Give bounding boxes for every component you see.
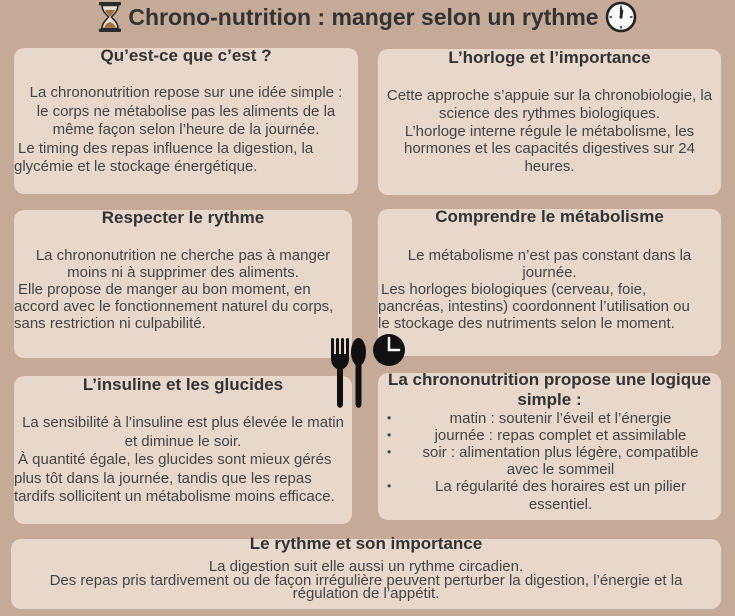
bullet-text xyxy=(400,478,721,512)
text-line: essentiel. xyxy=(528,495,593,513)
card-rhythm-importance xyxy=(11,534,721,609)
card-respect-rhythm xyxy=(14,210,352,358)
text-line: pancréas, intestins) coordonnent l’utilisation ou xyxy=(378,297,690,315)
text-line: Elle propose de manger au bon moment, en xyxy=(18,280,311,298)
paragraph xyxy=(14,247,352,281)
card-insulin-glucides xyxy=(14,376,352,524)
paragraph xyxy=(11,560,721,601)
card-body xyxy=(378,87,721,176)
hourglass-svg xyxy=(98,2,122,32)
list-item xyxy=(378,444,721,478)
text-line: hormones et les capacités digestives sur 24 xyxy=(404,140,695,158)
text-line: Cette approche s’appuie sur la chronobiologie, la xyxy=(386,87,713,104)
text-line: La régularité des horaires est un pilier xyxy=(435,478,686,496)
card-body xyxy=(14,414,352,507)
text-line: science des rythmes biologiques. xyxy=(439,104,660,122)
text-line: et diminue le soir. xyxy=(124,432,242,450)
clock-center xyxy=(619,15,622,18)
paragraph xyxy=(14,414,352,451)
card-body xyxy=(14,247,352,332)
fork-icon xyxy=(331,338,349,408)
hourglass-icon xyxy=(98,2,122,32)
page-title-row xyxy=(0,1,735,33)
text-line: journée. xyxy=(522,263,577,281)
bullet-text xyxy=(400,410,721,427)
clock-icon xyxy=(605,1,637,33)
card-what-is-it xyxy=(14,48,358,194)
paragraph xyxy=(14,281,352,332)
card-simple-logic xyxy=(378,370,721,520)
text-line: heures. xyxy=(524,158,575,176)
text-line: sans restriction ni culpabilité. xyxy=(14,314,206,332)
illustration-svg xyxy=(328,332,408,410)
bullet-marker: • xyxy=(387,410,392,425)
text-line: accord avec le fonctionnement naturel du corps, xyxy=(14,297,334,315)
text-line: Des repas pris tardivement ou de façon irrégulière peuvent perturber la digestion, l’énergie et la xyxy=(49,571,683,589)
text-line: La sensibilité à l’insuline est plus élevée le matin xyxy=(22,414,344,431)
text-line: La chrononutrition ne cherche pas à manger xyxy=(35,246,331,264)
card-body xyxy=(14,84,358,177)
text-line: Le timing des repas influence la digestion, la xyxy=(18,139,314,157)
card-clock-importance xyxy=(378,49,721,195)
text-line: La digestion suit elle aussi un rythme circadien. xyxy=(208,558,524,575)
page-title: Chrono-nutrition : manger selon un rythme xyxy=(128,4,599,30)
text-line: le corps ne métabolise pas les aliments de la xyxy=(36,102,336,120)
text-line: matin : soutenir l’éveil et l’énergie xyxy=(449,409,672,427)
card-title: La chrononutrition propose une logique simple : xyxy=(388,370,711,409)
card-title: Respecter le rythme xyxy=(101,208,265,227)
card-title: Qu’est-ce que c’est ? xyxy=(100,46,272,65)
paragraph xyxy=(14,451,352,507)
paragraph xyxy=(14,84,358,140)
card-understand-metabolism xyxy=(378,209,721,356)
bullet-marker: • xyxy=(387,427,392,442)
text-line: avec le sommeil xyxy=(506,461,615,479)
card-title: Le rythme et son importance xyxy=(249,534,483,553)
text-line: plus tôt dans la journée, tandis que les repas xyxy=(14,469,312,487)
bullet-list xyxy=(378,410,721,513)
text-line: À quantité égale, les glucides sont mieux gérés xyxy=(18,451,332,468)
paragraph xyxy=(14,140,358,177)
text-line: régulation de l’appétit. xyxy=(292,585,440,602)
paragraph xyxy=(378,87,721,123)
card-body xyxy=(378,247,721,332)
list-item xyxy=(378,478,721,512)
bullet-marker: • xyxy=(387,444,392,459)
clock-icon xyxy=(373,334,405,366)
paragraph xyxy=(378,123,721,176)
bullet-marker: • xyxy=(387,479,392,494)
text-line: le stockage des nutriments selon le moment. xyxy=(378,314,675,332)
card-title: L’horloge et l’importance xyxy=(448,48,651,67)
list-item xyxy=(378,427,721,444)
fork-handle xyxy=(331,354,349,408)
paragraph xyxy=(378,281,721,332)
text-line: La chrononutrition repose sur une idée simple : xyxy=(29,84,343,101)
spoon-handle xyxy=(356,360,362,408)
clock-svg xyxy=(605,1,637,33)
bullet-text xyxy=(400,427,721,444)
text-line: Les horloges biologiques (cerveau, foie, xyxy=(381,280,647,298)
text-line: glycémie et le stockage énergétique. xyxy=(14,158,258,175)
card-title: L’insuline et les glucides xyxy=(82,375,284,394)
text-line: Le métabolisme n’est pas constant dans la xyxy=(407,246,692,264)
list-item xyxy=(378,410,721,427)
text-line: même façon selon l’heure de la journée. xyxy=(52,121,320,138)
text-line: L’horloge interne régule le métabolisme, les xyxy=(404,122,695,140)
text-line: journée : repas complet et assimilable xyxy=(434,426,687,444)
card-title: Comprendre le métabolisme xyxy=(435,207,664,226)
text-line: moins ni à supprimer des aliments. xyxy=(67,263,299,281)
text-line: tardifs sollicitent un métabolisme moins efficace. xyxy=(14,488,335,505)
spoon-icon xyxy=(351,338,366,408)
text-line: soir : alimentation plus légère, compatible xyxy=(422,443,699,461)
bullet-text xyxy=(400,444,721,478)
paragraph xyxy=(378,247,721,281)
card-body xyxy=(11,560,721,601)
fork-spoon-clock-illustration xyxy=(328,332,408,410)
